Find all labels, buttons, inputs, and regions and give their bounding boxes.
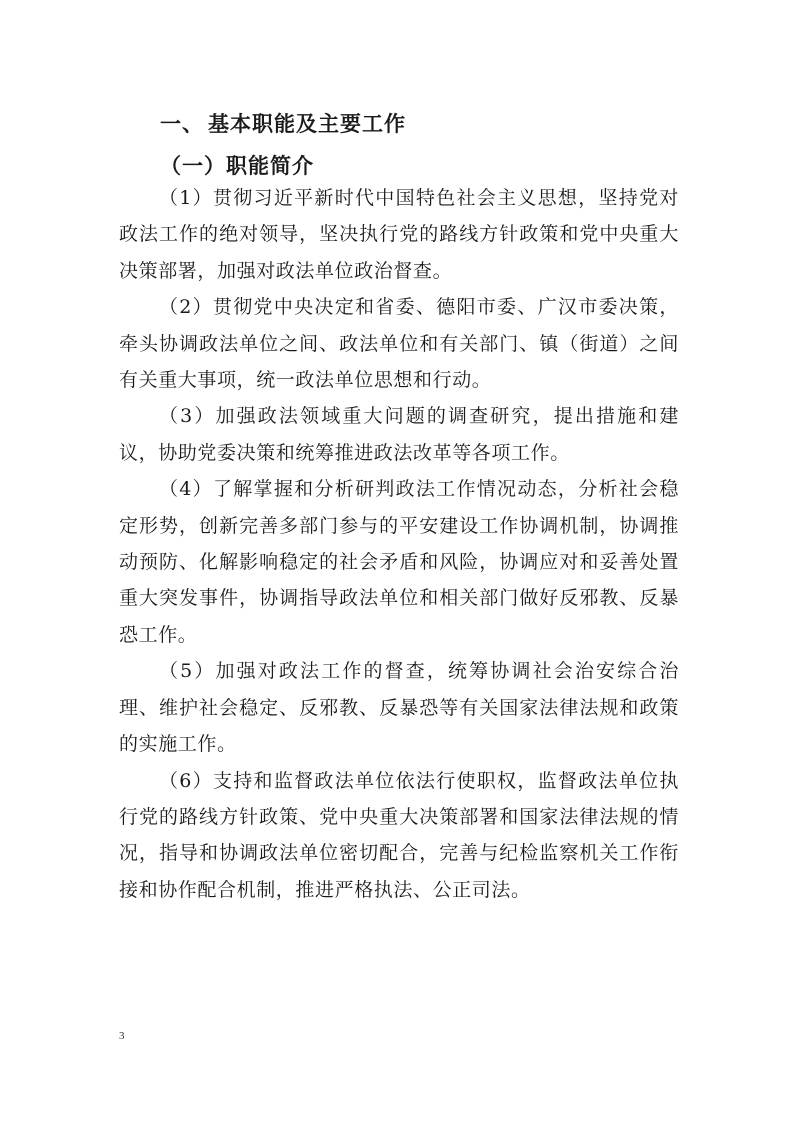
section-heading-number: 一、 bbox=[160, 111, 204, 136]
body-text bbox=[119, 180, 679, 908]
section-heading bbox=[160, 108, 406, 138]
paragraph-3: （3）加强政法领域重大问题的调查研究，提出措施和建议，协助党委决策和统筹推进政法改革等各项工作。 bbox=[119, 405, 679, 464]
paragraph-2: （2）贯彻党中央决定和省委、德阳市委、广汉市委决策，牵头协调政法单位之间、政法单位和有关部门、镇（街道）之间有关重大事项，统一政法单位思想和行动。 bbox=[119, 296, 679, 392]
paragraph-4: （4）了解掌握和分析研判政法工作情况动态，分析社会稳定形势，创新完善多部门参与的平安建设工作协调机制，协调推动预防、化解影响稳定的社会矛盾和风险，协调应对和妥善处置重大突发事件，协调指导政法单位和相关部门做好反邪教、反暴恐工作。 bbox=[119, 478, 679, 646]
section-heading-title: 基本职能及主要工作 bbox=[208, 111, 406, 136]
subsection-heading: （一）职能简介 bbox=[160, 153, 314, 178]
paragraph-6: （6）支持和监督政法单位依法行使职权，监督政法单位执行党的路线方针政策、党中央重大决策部署和国家法律法规的情况，指导和协调政法单位密切配合，完善与纪检监察机关工作衔接和协作配合机制，推进严格执法、公正司法。 bbox=[119, 769, 679, 901]
page-number: 3 bbox=[119, 1030, 125, 1042]
paragraph-1: （1）贯彻习近平新时代中国特色社会主义思想，坚持党对政法工作的绝对领导，坚决执行党的路线方针政策和党中央重大决策部署，加强对政法单位政治督查。 bbox=[119, 187, 679, 282]
paragraph-5: （5）加强对政法工作的督查，统筹协调社会治安综合治理、维护社会稳定、反邪教、反暴恐等有关国家法律法规和政策的实施工作。 bbox=[119, 660, 679, 756]
